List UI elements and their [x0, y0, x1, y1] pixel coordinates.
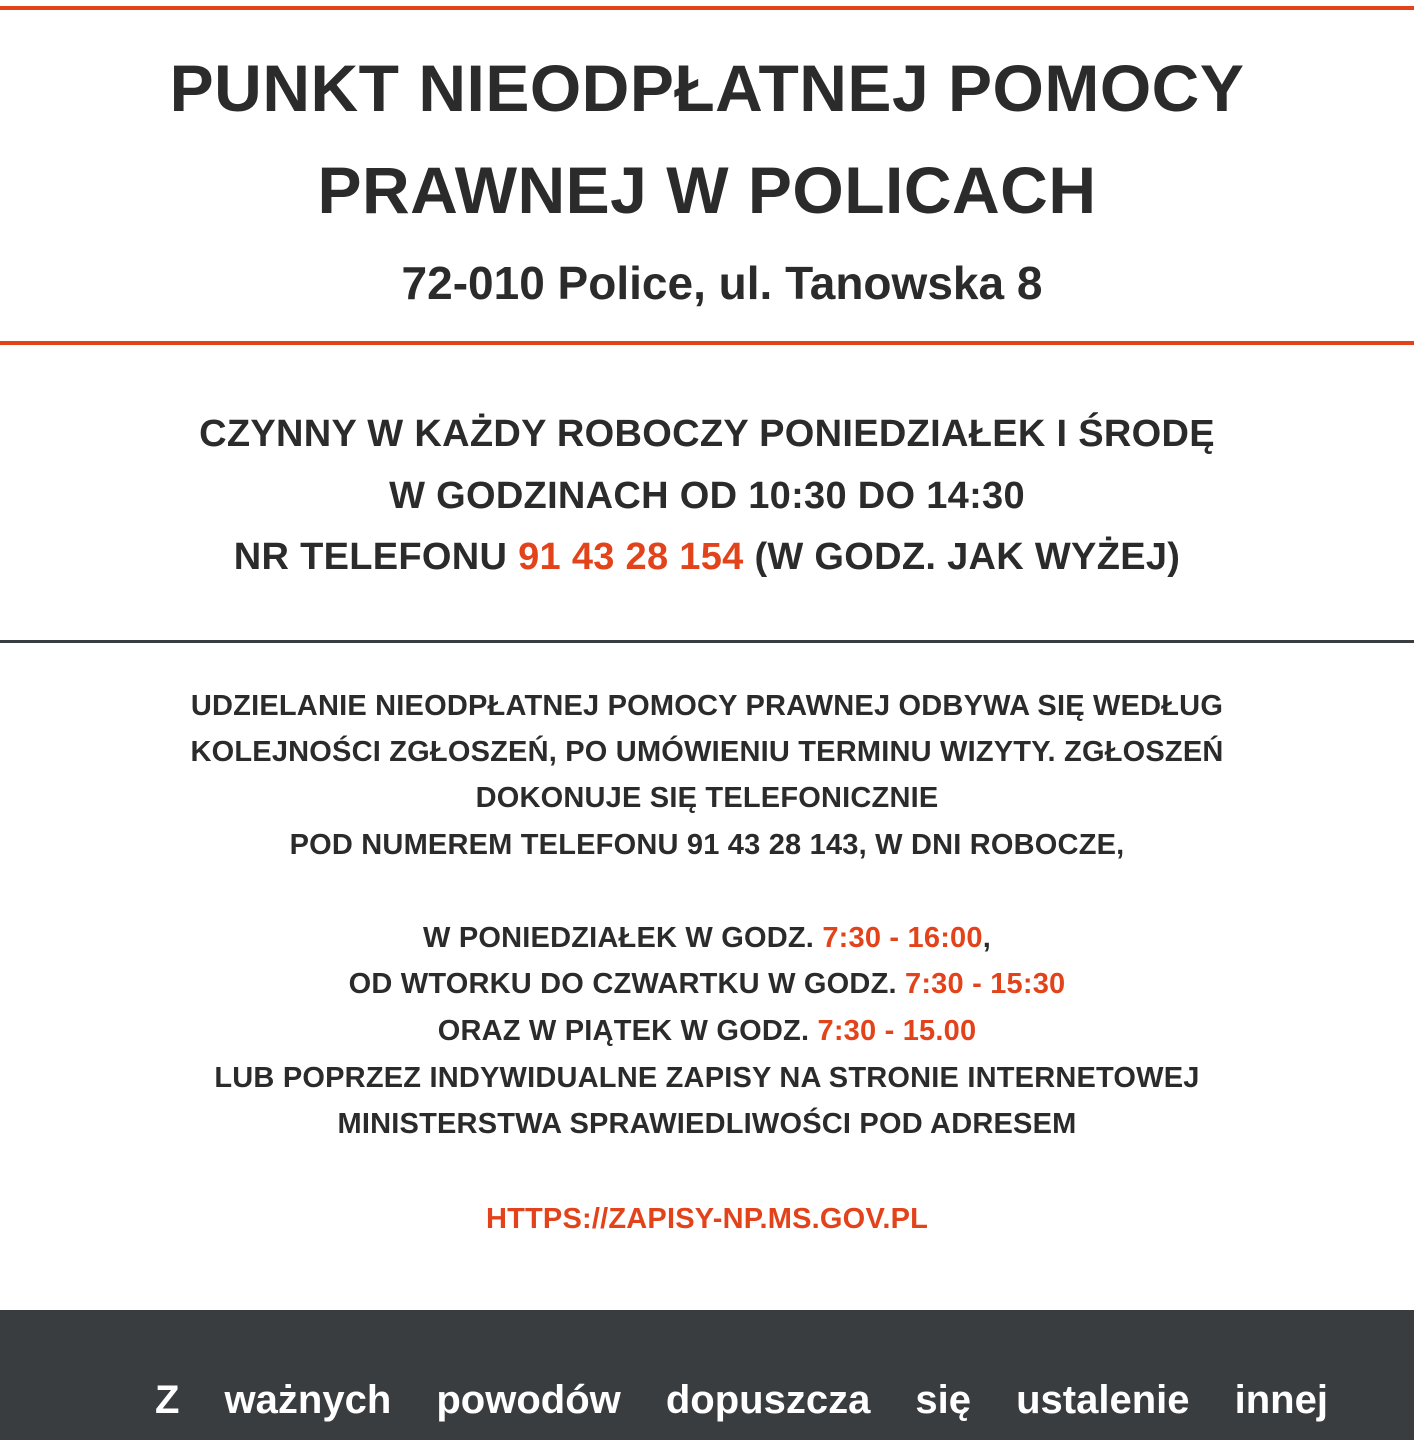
friday-prefix: ORAZ W PIĄTEK W GODZ. [437, 1015, 818, 1047]
page-title-line-2: PRAWNEJ W POLICACH [317, 153, 1097, 227]
info-line-3: DOKONUJE SIĘ TELEFONICZNIE [475, 782, 939, 814]
phone-line [0, 536, 1414, 579]
monday-prefix: W PONIEDZIAŁEK W GODZ. [423, 922, 823, 954]
online-line-2: MINISTERSTWA SPRAWIEDLIWOŚCI POD ADRESEM [337, 1108, 1077, 1140]
phone-prefix: NR TELEFONU [233, 536, 519, 578]
footer-word: ważnych [224, 1378, 392, 1422]
footer-word: Z [155, 1378, 180, 1422]
info-line-1: UDZIELANIE NIEODPŁATNEJ POMOCY PRAWNEJ ODBYWA SIĘ WEDŁUG [190, 690, 1224, 722]
monday-suffix: , [982, 922, 991, 954]
zapisy-url-link[interactable]: HTTPS://ZAPISY-NP.MS.GOV.PL [485, 1203, 929, 1235]
tue-thu-hours-line [0, 968, 1414, 1001]
footer-word: ustalenie [1016, 1378, 1190, 1422]
footer-word: powodów [436, 1378, 621, 1422]
tue-thu-prefix: OD WTORKU DO CZWARTKU W GODZ. [348, 968, 905, 1000]
monday-hours-line [0, 922, 1414, 955]
phone-number-link[interactable]: 91 43 28 154 [518, 536, 744, 578]
top-divider [0, 6, 1414, 10]
hours-line-1: CZYNNY W KAŻDY ROBOCZY PONIEDZIAŁEK I ŚRODĘ [199, 413, 1215, 455]
info-line-4: POD NUMEREM TELEFONU 91 43 28 143, W DNI ROBOCZE, [289, 829, 1125, 861]
info-line-2: KOLEJNOŚCI ZGŁOSZEŃ, PO UMÓWIENIU TERMINU WIZYTY. ZGŁOSZEŃ [190, 736, 1224, 768]
friday-hours-line [0, 1015, 1414, 1048]
footer-word: dopuszcza [665, 1378, 871, 1422]
footer-text [155, 1378, 1328, 1423]
footer-word: innej [1234, 1378, 1328, 1422]
footer-word: się [915, 1378, 972, 1422]
monday-hours: 7:30 - 16:00 [822, 922, 983, 954]
hours-line-2: W GODZINACH OD 10:30 DO 14:30 [389, 475, 1025, 517]
phone-suffix: (W GODZ. JAK WYŻEJ) [743, 536, 1181, 578]
hours-divider [0, 640, 1414, 643]
address: 72-010 Police, ul. Tanowska 8 [401, 257, 1043, 309]
friday-hours: 7:30 - 15.00 [817, 1015, 977, 1047]
online-line-1: LUB POPRZEZ INDYWIDUALNE ZAPISY NA STRONIE INTERNETOWEJ [214, 1062, 1200, 1094]
tue-thu-hours: 7:30 - 15:30 [905, 968, 1066, 1000]
page-title-line-1: PUNKT NIEODPŁATNEJ POMOCY [169, 51, 1245, 125]
header-divider [0, 341, 1414, 345]
